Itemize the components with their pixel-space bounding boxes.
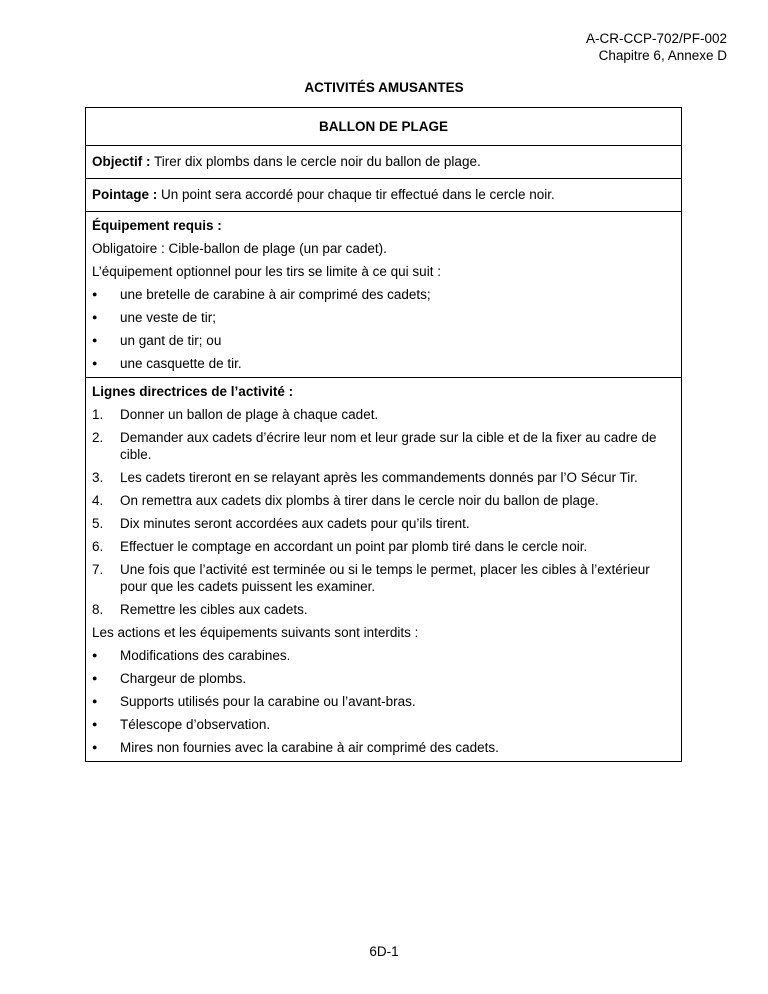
- list-item: [92, 309, 675, 326]
- step-number: 4.: [92, 493, 104, 508]
- numbered-step: [92, 515, 675, 532]
- objective-label: Objectif :: [92, 154, 151, 169]
- bullet-icon: ●: [92, 650, 98, 660]
- bullet-icon: ●: [92, 673, 98, 683]
- numbered-step: [92, 406, 675, 423]
- page-title: ACTIVITÉS AMUSANTES: [304, 80, 464, 95]
- scoring-label: Pointage :: [92, 187, 158, 202]
- table-title: BALLON DE PLAGE: [86, 108, 681, 146]
- list-item-text: Modifications des carabines.: [120, 648, 291, 663]
- equipment-optional-intro: L’équipement optionnel pour les tirs se limite à ce qui suit :: [92, 264, 441, 279]
- objective-text: Tirer dix plombs dans le cercle noir du ballon de plage.: [154, 154, 481, 169]
- list-item: [92, 693, 675, 710]
- list-item-text: Chargeur de plombs.: [120, 671, 247, 686]
- step-text: On remettra aux cadets dix plombs à tirer dans le cercle noir du ballon de plage.: [120, 493, 599, 508]
- numbered-step: [92, 429, 675, 463]
- list-item: [92, 716, 675, 733]
- step-number: 5.: [92, 516, 104, 531]
- bullet-icon: ●: [92, 696, 98, 706]
- bullet-icon: ●: [92, 335, 98, 345]
- list-item-text: une veste de tir;: [120, 310, 217, 325]
- step-text: Dix minutes seront accordées aux cadets pour qu’ils tirent.: [120, 516, 470, 531]
- step-text: Une fois que l’activité est terminée ou si le temps le permet, placer les cibles à l’extérieur pour que les cadets puissent les examiner.: [120, 562, 650, 594]
- step-number: 1.: [92, 407, 104, 422]
- prohibited-intro: Les actions et les équipements suivants sont interdits :: [92, 625, 419, 640]
- list-item: [92, 739, 675, 756]
- list-item-text: une bretelle de carabine à air comprimé des cadets;: [120, 287, 431, 302]
- list-item-text: un gant de tir; ou: [120, 333, 222, 348]
- scoring-text: Un point sera accordé pour chaque tir effectué dans le cercle noir.: [161, 187, 555, 202]
- step-text: Demander aux cadets d’écrire leur nom et leur grade sur la cible et de la fixer au cadre de cible.: [120, 430, 657, 462]
- list-item: [92, 670, 675, 687]
- document-id: A-CR-CCP-702/PF-002: [585, 31, 727, 46]
- list-item: [92, 332, 675, 349]
- list-item-text: Télescope d’observation.: [120, 717, 271, 732]
- list-item-text: une casquette de tir.: [120, 356, 242, 371]
- numbered-step: [92, 601, 675, 618]
- step-number: 2.: [92, 430, 104, 445]
- step-number: 7.: [92, 562, 104, 577]
- document-header: [586, 30, 727, 64]
- chapter-reference: Chapitre 6, Annexe D: [598, 48, 727, 63]
- numbered-step: [92, 538, 675, 555]
- step-text: Remettre les cibles aux cadets.: [120, 602, 308, 617]
- step-text: Les cadets tireront en se relayant après les commandements donnés par l’O Sécur Tir.: [120, 470, 638, 485]
- step-text: Effectuer le comptage en accordant un point par plomb tiré dans le cercle noir.: [120, 539, 588, 554]
- step-number: 8.: [92, 602, 104, 617]
- step-text: Donner un ballon de plage à chaque cadet.: [120, 407, 379, 422]
- step-number: 3.: [92, 470, 104, 485]
- list-item-text: Mires non fournies avec la carabine à air comprimé des cadets.: [120, 740, 499, 755]
- bullet-icon: ●: [92, 358, 98, 368]
- equipment-section: [86, 212, 681, 378]
- numbered-step: [92, 561, 675, 595]
- step-number: 6.: [92, 539, 104, 554]
- numbered-step: [92, 469, 675, 486]
- numbered-step: [92, 492, 675, 509]
- list-item: [92, 647, 675, 664]
- list-item-text: Supports utilisés pour la carabine ou l’avant-bras.: [120, 694, 416, 709]
- list-item: [92, 286, 675, 303]
- guidelines-heading: Lignes directrices de l’activité :: [92, 384, 294, 399]
- objective-row: [86, 146, 681, 179]
- list-item: [92, 355, 675, 372]
- activity-table: [85, 107, 682, 762]
- equipment-mandatory: Obligatoire : Cible-ballon de plage (un par cadet).: [92, 241, 387, 256]
- equipment-heading: Équipement requis :: [92, 218, 222, 233]
- bullet-icon: ●: [92, 719, 98, 729]
- guidelines-section: [86, 378, 681, 761]
- bullet-icon: ●: [92, 742, 98, 752]
- scoring-row: [86, 179, 681, 212]
- page-number: 6D-1: [369, 944, 399, 959]
- bullet-icon: ●: [92, 289, 98, 299]
- bullet-icon: ●: [92, 312, 98, 322]
